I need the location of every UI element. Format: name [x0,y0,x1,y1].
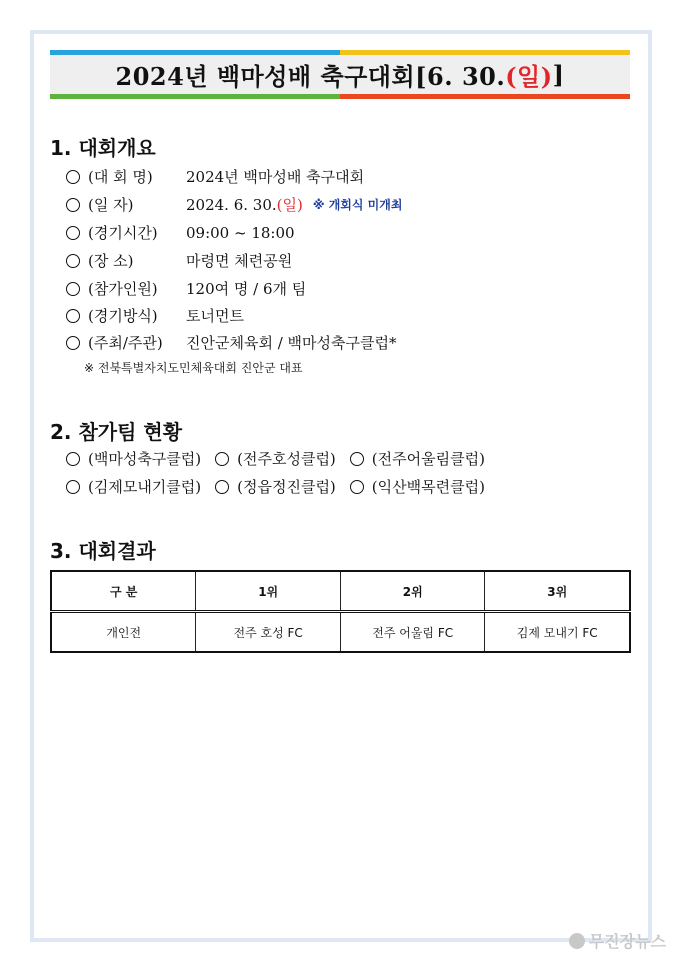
results-table [50,570,631,653]
bullet-circle-icon [66,452,80,466]
bullet-circle-icon [215,452,229,466]
bullet-circle-icon [66,254,80,268]
info-row-venue: (장 소) 마령면 체련공원 [66,250,292,271]
section-teams-heading: 2. 참가팀 현황 [50,420,183,444]
bullet-circle-icon [66,170,80,184]
bullet-circle-icon [66,336,80,350]
cell-category: 개인전 [51,612,196,653]
bullet-circle-icon [66,309,80,323]
teams-row-2 [66,476,499,497]
team-item: (익산백목련클럽) [350,476,485,497]
teams-row-1 [66,448,499,469]
bullet-circle-icon [66,198,80,212]
table-row [51,612,630,653]
info-row-time: (경기시간) 09:00 ~ 18:00 [66,222,295,243]
cell-third: 김제 모내기 FC [485,612,630,653]
news-watermark: 무진장뉴스 [569,929,666,952]
team-item: (전주어울림클럽) [350,448,485,469]
bullet-circle-icon [66,480,80,494]
title-bar-green [50,94,340,99]
team-item: (정읍정진클럽) [215,476,336,497]
section-overview-heading: 1. 대회개요 [50,136,156,160]
document-title: 2024년 백마성배 축구대회[6. 30. (일) ] [50,55,630,94]
section-results-heading: 3. 대회결과 [50,539,156,563]
header-first: 1위 [196,571,341,612]
bullet-circle-icon [66,282,80,296]
info-row-format: (경기방식) 토너먼트 [66,305,244,326]
cell-first: 전주 호성 FC [196,612,341,653]
title-bar-red [340,94,630,99]
team-item: (전주호성클럽) [215,448,336,469]
opening-ceremony-notice: ※ 개회식 미개최 [312,198,403,212]
info-row-host: (주최/주관) 진안군체육회 / 백마성축구클럽* [66,332,396,353]
info-row-event-name: (대 회 명) 2024년 백마성배 축구대회 [66,166,364,187]
team-item: (김제모내기클럽) [66,476,201,497]
watermark-logo-icon [569,933,585,949]
bullet-circle-icon [66,226,80,240]
header-third: 3위 [485,571,630,612]
bullet-circle-icon [350,480,364,494]
bullet-circle-icon [350,452,364,466]
representative-note: ※ 전북특별자치도민체육대회 진안군 대표 [84,361,303,375]
info-row-participants: (참가인원) 120여 명 / 6개 팀 [66,278,306,299]
info-row-date: (일 자) 2024. 6. 30. (일) ※ 개회식 미개최 [66,194,402,215]
results-header-row [51,571,630,612]
cell-second: 전주 어울림 FC [340,612,485,653]
title-banner [50,50,630,100]
bullet-circle-icon [215,480,229,494]
team-item: (백마성축구클럽) [66,448,201,469]
header-category: 구 분 [51,571,196,612]
header-second: 2위 [340,571,485,612]
